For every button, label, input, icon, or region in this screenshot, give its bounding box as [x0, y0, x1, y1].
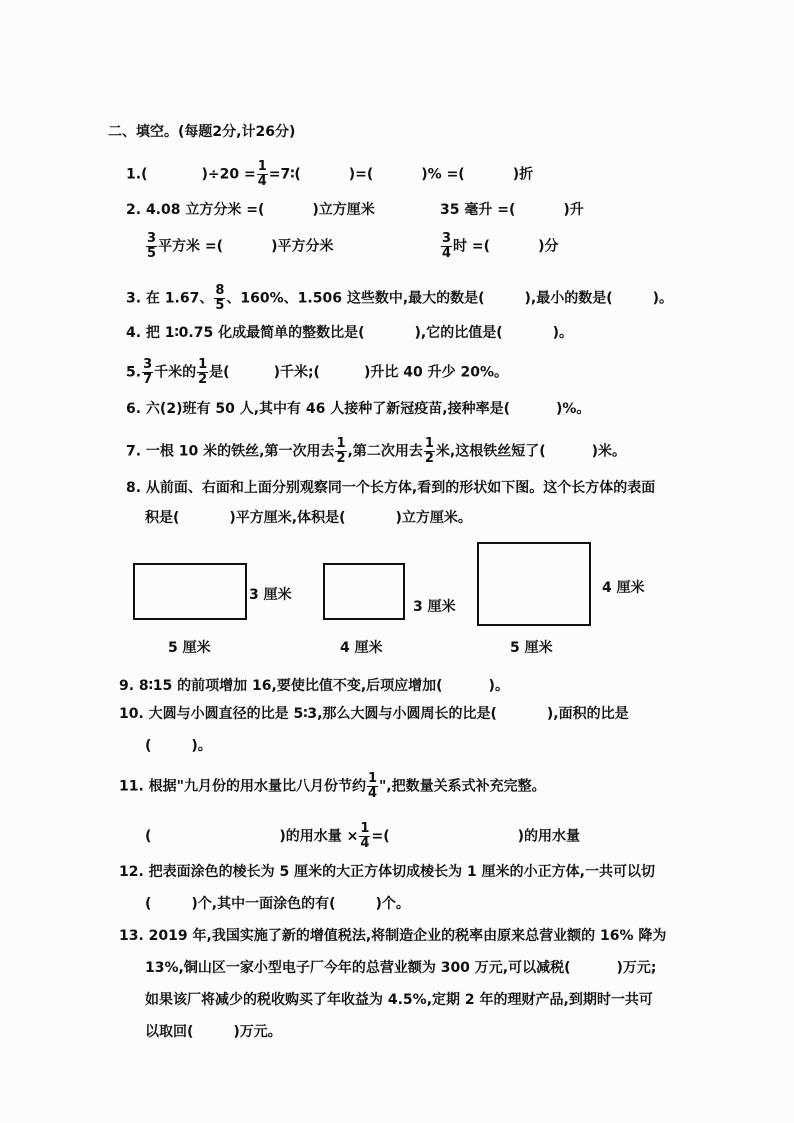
- question-8: 8. 从前面、右面和上面分别观察同一个长方体,看到的形状如下图。这个长方体的表面: [126, 480, 656, 496]
- right-view-rectangle: [323, 563, 405, 620]
- question-13-line-2: 13%,铜山区一家小型电子厂今年的总营业额为 300 万元,可以减税( )万元;: [145, 960, 657, 976]
- question-11: 11. 根据"九月份的用水量比八月份节约 $\frac{1}{4}$ ",把数量关系式补充完整。: [119, 771, 546, 801]
- right-view-height-label: 3 厘米: [413, 599, 456, 615]
- right-view-width-label: 4 厘米: [340, 640, 383, 656]
- section-title: 二、填空。(每题2分,计26分): [108, 124, 296, 140]
- question-13-line-3: 如果该厂将减少的税收购买了年收益为 4.5%,定期 2 年的理财产品,到期时一共可: [145, 992, 653, 1008]
- question-12-line-2: ( )个,其中一面涂色的有( )个。: [145, 896, 410, 912]
- top-view-rectangle: [477, 542, 591, 626]
- question-9: 9. 8∶15 的前项增加 16,要使比值不变,后项应增加( )。: [119, 678, 509, 694]
- question-6: 6. 六(2)班有 50 人,其中有 46 人接种了新冠疫苗,接种率是( )%。: [126, 401, 591, 417]
- question-10: 10. 大圆与小圆直径的比是 5∶3,那么大圆与小圆周长的比是( ),面积的比是: [119, 706, 629, 722]
- front-view-rectangle: [133, 563, 247, 620]
- front-view-width-label: 5 厘米: [168, 640, 211, 656]
- question-7: 7. 一根 10 米的铁丝,第一次用去 $\frac{1}{2}$ ,第二次用去 $\frac{1}{2}$ 米,这根铁丝短了( )米。: [126, 436, 627, 466]
- question-11-formula: ( )的用水量 × $\frac{1}{4}$ =( )的用水量: [145, 821, 581, 851]
- question-2: 2. 4.08 立方分米 =( )立方厘米: [126, 202, 375, 218]
- fraction: $\frac{1}{4}$: [257, 159, 267, 189]
- question-12: 12. 把表面涂色的棱长为 5 厘米的大正方体切成棱长为 1 厘米的小正方体,一共可以切: [119, 864, 655, 880]
- front-view-height-label: 3 厘米: [249, 587, 292, 603]
- question-2-part-b: 35 毫升 =( )升: [440, 202, 584, 218]
- question-3: 3. 在 1.67、 $\frac{8}{5}$ 、160%、1.506 这些数中,最大的数是( ),最小的数是( )。: [126, 283, 674, 313]
- question-1: 1.( )÷20 = $\frac{1}{4}$ =7∶( )=( )% =( )折: [126, 159, 534, 189]
- question-13-line-4: 以取回( )万元。: [145, 1024, 282, 1040]
- question-2-part-c: $\frac{3}{5}$ 平方米 =( )平方分米: [147, 231, 334, 261]
- top-view-width-label: 5 厘米: [510, 640, 553, 656]
- question-10-line-2: ( )。: [145, 738, 212, 754]
- question-8-line-2: 积是( )平方厘米,体积是( )立方厘米。: [145, 510, 472, 526]
- question-13: 13. 2019 年,我国实施了新的增值税法,将制造企业的税率由原来总营业额的 16% 降为: [119, 928, 667, 944]
- question-5: 5. $\frac{3}{7}$ 千米的 $\frac{1}{2}$ 是( )千米;( )升比 40 升少 20%。: [126, 357, 508, 387]
- top-view-height-label: 4 厘米: [602, 580, 645, 596]
- question-4: 4. 把 1∶0.75 化成最简单的整数比是( ),它的比值是( )。: [126, 325, 574, 341]
- question-2-part-d: $\frac{3}{4}$ 时 =( )分: [442, 231, 559, 261]
